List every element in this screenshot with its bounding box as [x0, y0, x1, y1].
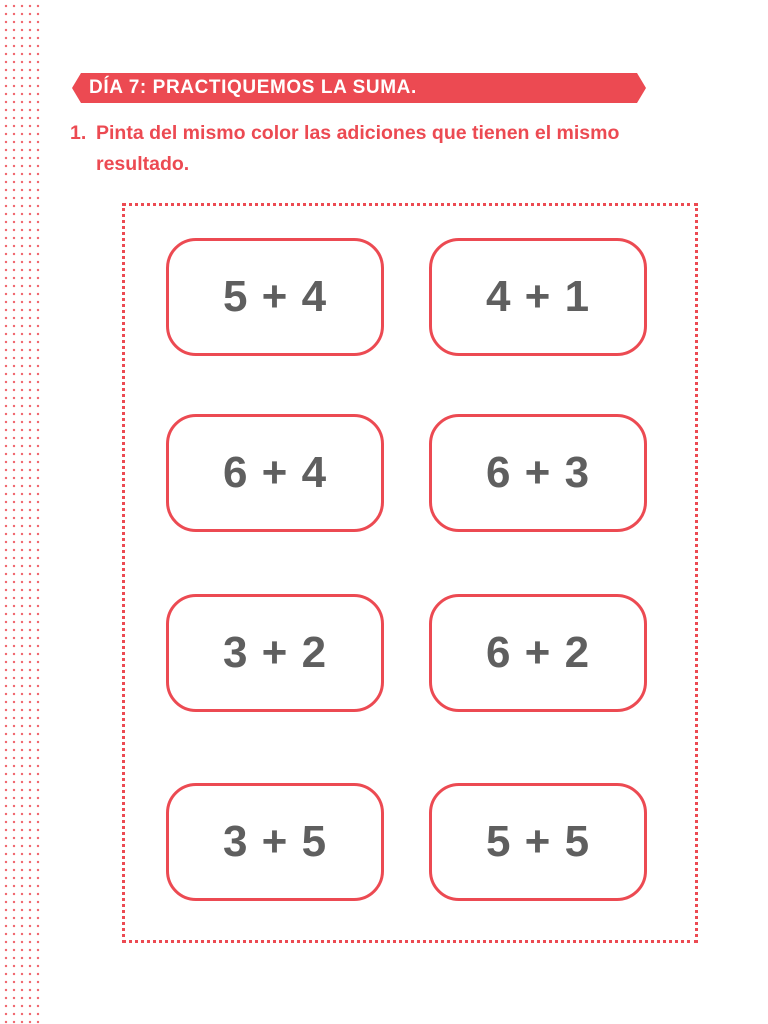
page-title: DÍA 7: PRACTIQUEMOS LA SUMA.: [89, 77, 417, 98]
decorative-dot-pattern: [0, 0, 40, 1024]
addition-expression: 6 + 3: [485, 448, 591, 497]
instruction-number: 1.: [70, 122, 87, 144]
addition-expression: 5 + 4: [222, 272, 328, 321]
instruction-text: [70, 118, 710, 180]
instruction-line-1-text: Pinta del mismo color las adiciones que tienen el mismo: [96, 122, 620, 144]
addition-expression: 3 + 2: [222, 628, 328, 677]
addition-card-1[interactable]: [166, 238, 384, 356]
addition-card-3[interactable]: [166, 414, 384, 532]
addition-expression: 3 + 5: [222, 817, 328, 866]
addition-card-6[interactable]: [429, 594, 647, 712]
title-banner: [72, 73, 646, 103]
instruction-line-2: resultado.: [96, 153, 190, 175]
addition-card-7[interactable]: [166, 783, 384, 901]
addition-card-8[interactable]: [429, 783, 647, 901]
addition-expression: 4 + 1: [485, 272, 591, 321]
addition-card-4[interactable]: [429, 414, 647, 532]
addition-expression: 5 + 5: [485, 817, 591, 866]
addition-expression: 6 + 2: [485, 628, 591, 677]
addition-card-2[interactable]: [429, 238, 647, 356]
instruction-line-1: [70, 118, 710, 149]
addition-expression: 6 + 4: [222, 448, 328, 497]
addition-card-5[interactable]: [166, 594, 384, 712]
